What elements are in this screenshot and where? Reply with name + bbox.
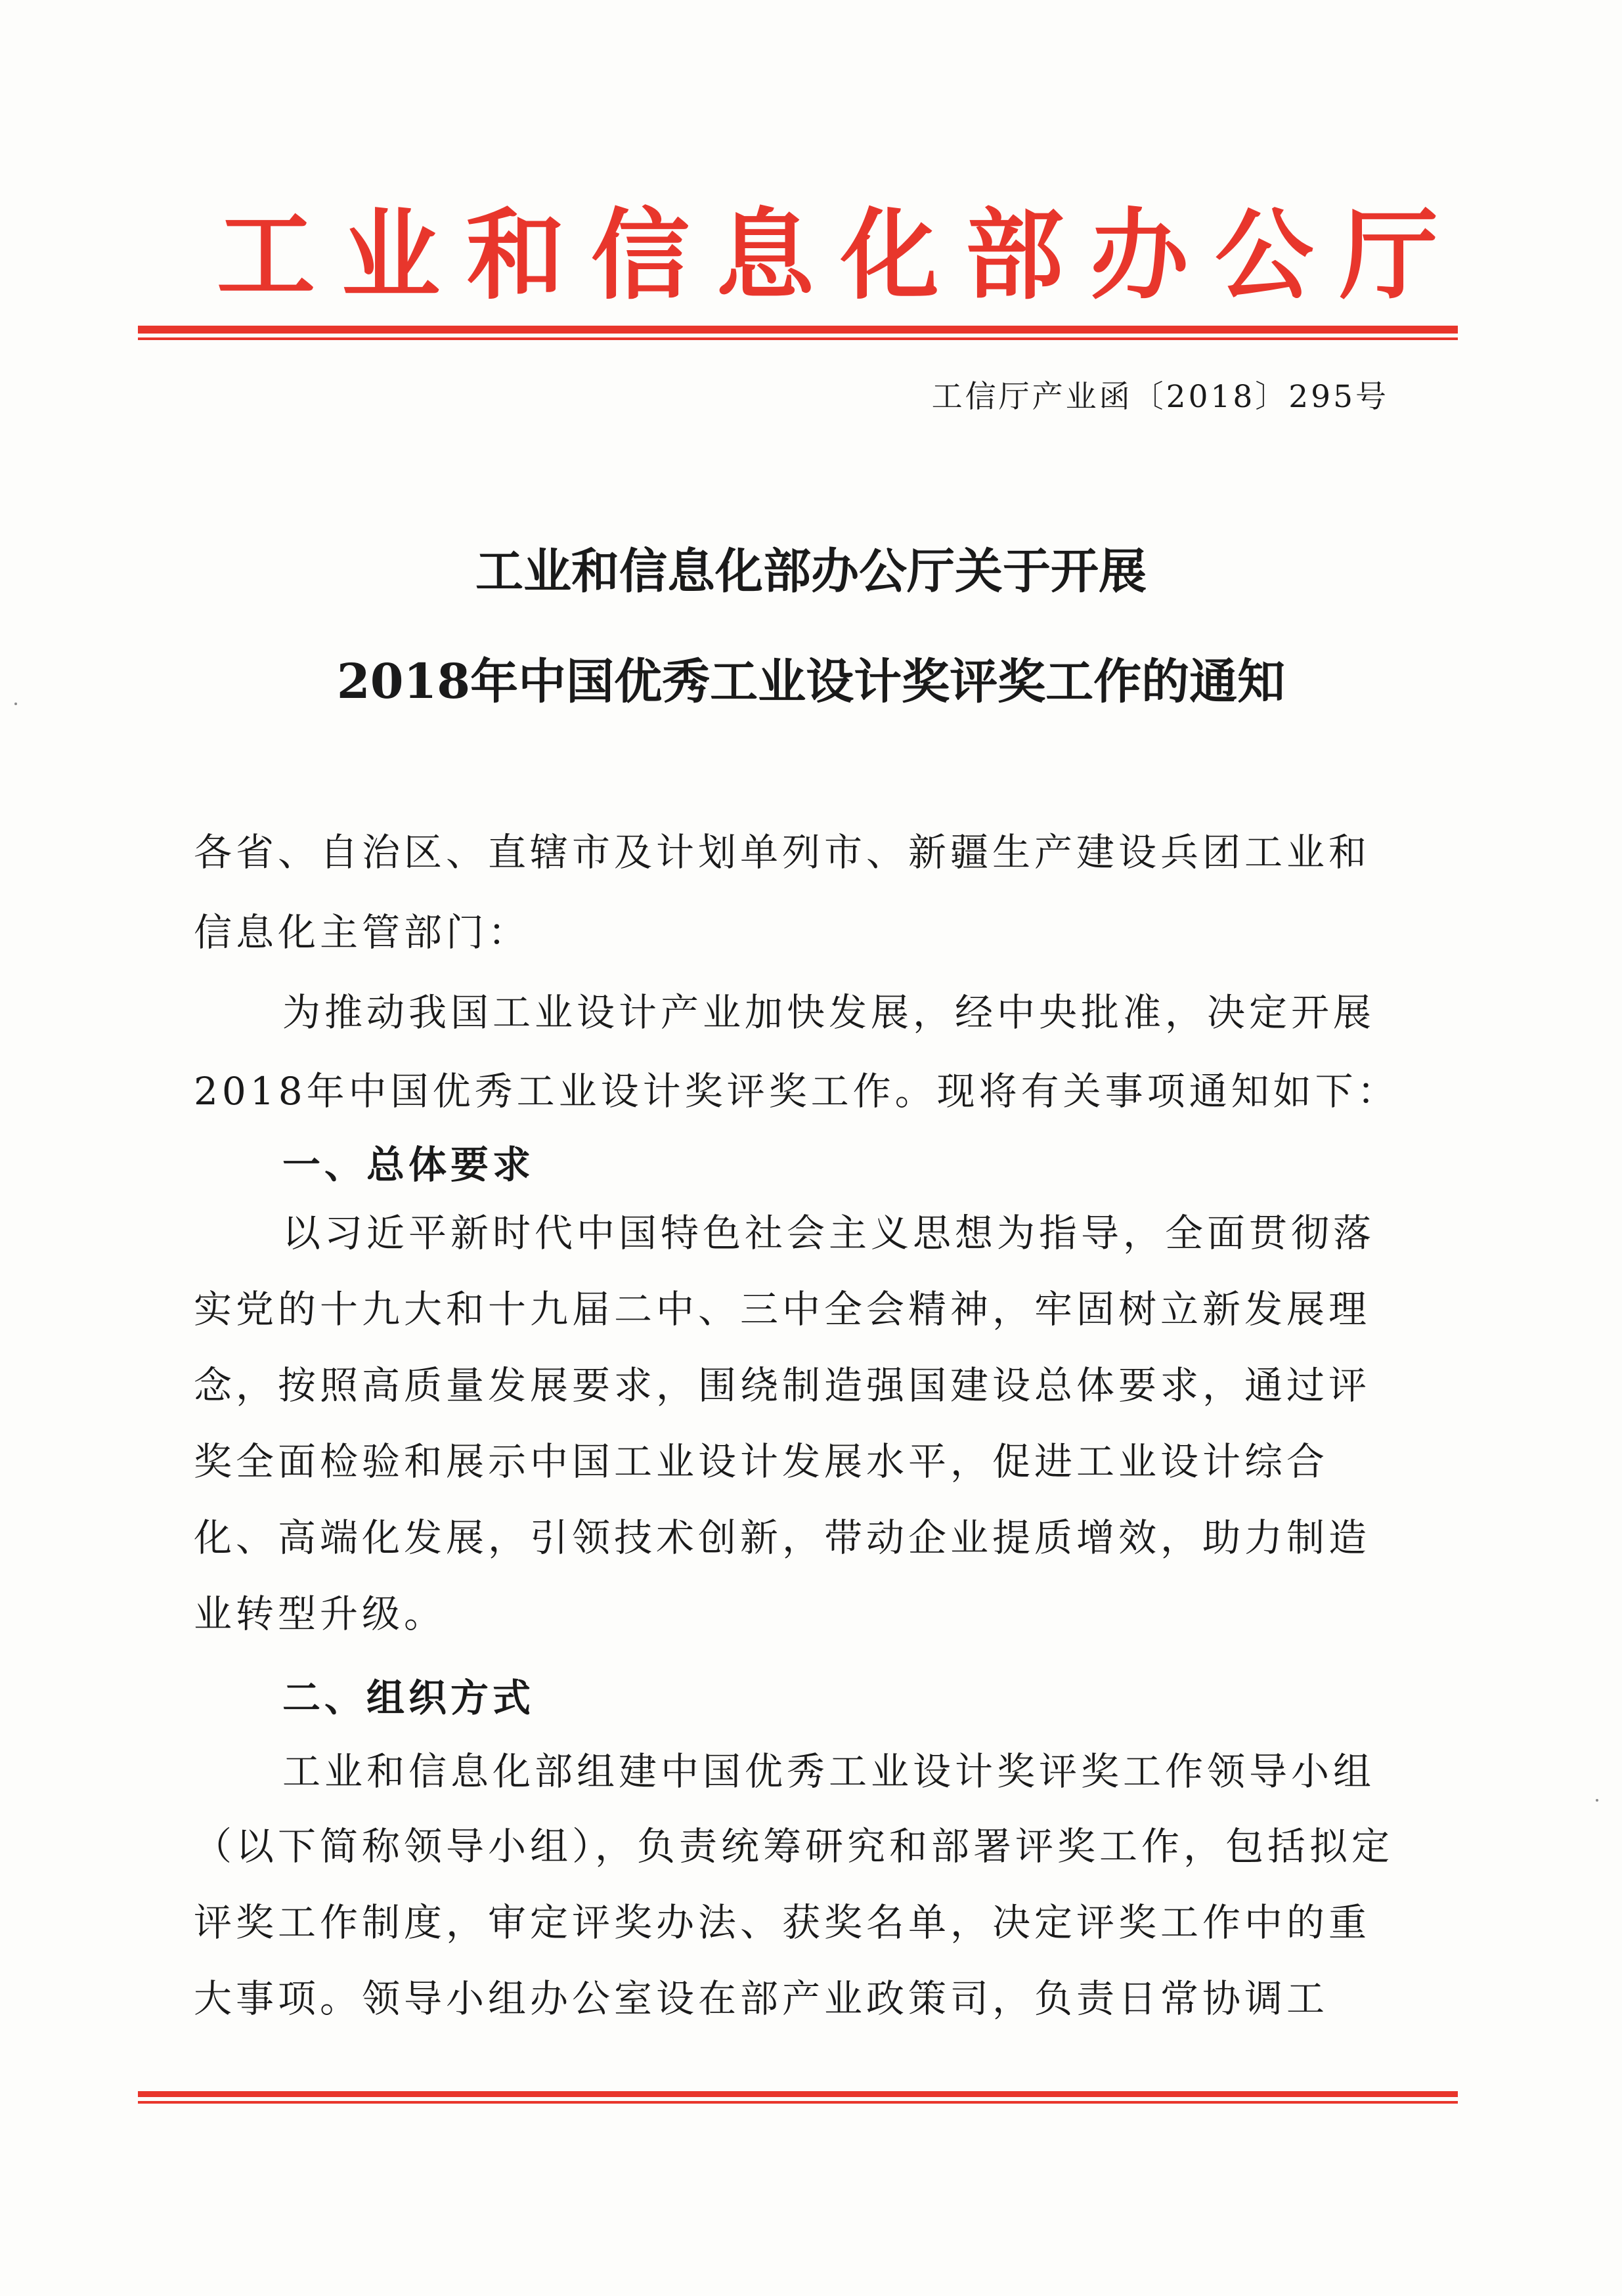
paragraph-line: 2018年中国优秀工业设计奖评奖工作。现将有关事项通知如下：: [194, 1069, 1399, 1114]
addressee-line: 信息化主管部门：: [194, 910, 531, 955]
paragraph-line: 评奖工作制度，审定评奖办法、获奖名单，决定评奖工作中的重: [194, 1900, 1371, 1945]
scan-speck: [1596, 1799, 1598, 1802]
paragraph-line: 实党的十九大和十九届二中、三中全会精神，牢固树立新发展理: [194, 1287, 1371, 1332]
paragraph-line: 业转型升级。: [194, 1592, 447, 1636]
paragraph-line: 化、高端化发展，引领技术创新，带动企业提质增效，助力制造: [194, 1515, 1371, 1560]
paragraph-line: 工业和信息化部组建中国优秀工业设计奖评奖工作领导小组: [282, 1749, 1376, 1794]
section-heading: 一、总体要求: [282, 1142, 535, 1187]
footer-red-rule: [138, 2091, 1458, 2104]
scan-speck: [14, 703, 17, 705]
letterhead-red-rule: [138, 326, 1458, 340]
document-title-line-2: 2018年中国优秀工业设计奖评奖工作的通知: [336, 653, 1286, 710]
paragraph-line: 为推动我国工业设计产业加快发展，经中央批准，决定开展: [282, 990, 1376, 1035]
section-heading: 二、组织方式: [282, 1676, 535, 1720]
paragraph-line: （以下简称领导小组），负责统筹研究和部署评奖工作，包括拟定: [194, 1824, 1394, 1869]
letterhead-title: 工业和信息化部办公厅: [217, 199, 1465, 313]
paragraph-line: 以习近平新时代中国特色社会主义思想为指导，全面贯彻落: [282, 1211, 1376, 1255]
document-title-line-1: 工业和信息化部办公厅关于开展: [475, 543, 1147, 599]
addressee-line: 各省、自治区、直辖市及计划单列市、新疆生产建设兵团工业和: [194, 830, 1371, 875]
paragraph-line: 大事项。领导小组办公室设在部产业政策司，负责日常协调工: [194, 1976, 1329, 2021]
paragraph-line: 念，按照高质量发展要求，围绕制造强国建设总体要求，通过评: [194, 1363, 1371, 1408]
paragraph-line: 奖全面检验和展示中国工业设计发展水平，促进工业设计综合: [194, 1439, 1329, 1484]
document-number: 工信厅产业函〔2018〕295号: [931, 379, 1389, 415]
